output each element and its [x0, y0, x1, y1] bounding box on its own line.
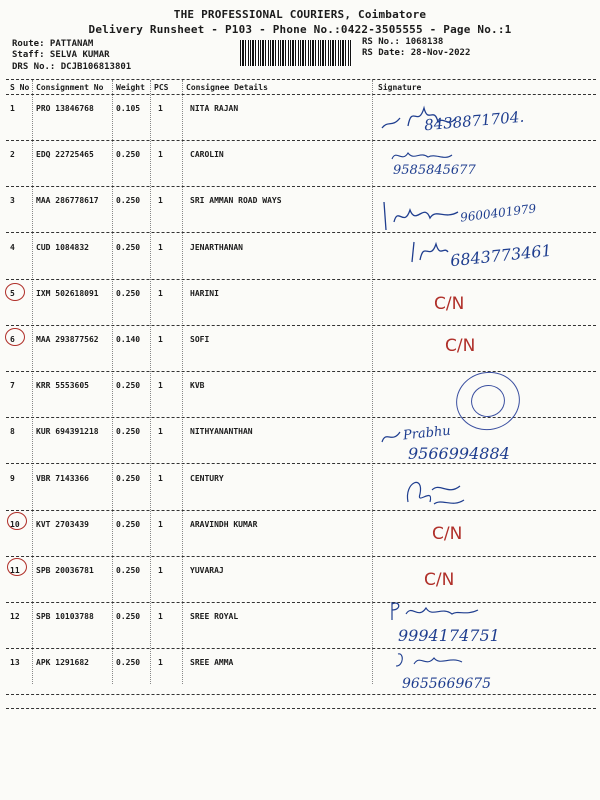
cell-pcs: 1 — [158, 104, 163, 113]
col-header-signature: Signature — [378, 83, 422, 92]
cell-consignment-no: VBR 7143366 — [36, 473, 89, 483]
cell-consignee: JENARTHANAN — [190, 242, 243, 252]
cell-weight: 0.250 — [116, 381, 141, 391]
cell-consignee: SREE ROYAL — [190, 612, 239, 622]
cell-weight: 0.250 — [116, 427, 141, 437]
handwritten-phone: 9994174751 — [398, 626, 500, 645]
cell-consignment-no: KUR 694391218 — [36, 427, 99, 437]
drs-number: DRS No.: DCJB106813801 — [12, 62, 132, 72]
cell-consignment-no: KRR 5553605 — [36, 381, 89, 391]
cell-weight: 0.250 — [116, 519, 141, 529]
cell-sno: 6 — [10, 335, 15, 344]
cell-consignment-no: MAA 286778617 — [36, 196, 99, 206]
col-header-pcs: PCS — [154, 83, 169, 92]
handwritten-phone: 8438871704. — [423, 107, 525, 135]
handwritten-note: C/N — [445, 336, 476, 356]
cell-sno: 7 — [10, 381, 15, 391]
cell-sno: 3 — [10, 196, 15, 206]
row-mark-circle — [7, 512, 27, 530]
cell-pcs: 1 — [158, 335, 163, 344]
cell-pcs: 1 — [158, 519, 163, 529]
column-divider — [32, 80, 33, 684]
cell-weight: 0.250 — [116, 288, 141, 298]
cell-consignee: SRI AMMAN ROAD WAYS — [190, 196, 282, 206]
stamp-inner-ring — [468, 382, 508, 420]
handwritten-phone: 9566994884 — [408, 444, 510, 463]
cell-pcs: 1 — [158, 288, 163, 298]
cell-consignment-no: CUD 1084832 — [36, 242, 89, 252]
col-header-sno: S No — [10, 83, 30, 92]
col-header-weight: Weight — [116, 83, 145, 92]
row-divider — [6, 325, 596, 326]
row-mark-circle — [5, 283, 25, 301]
divider — [6, 94, 596, 95]
row-divider — [6, 232, 596, 233]
col-header-consignment: Consignment No — [36, 83, 104, 92]
cell-pcs: 1 — [158, 473, 163, 483]
cell-weight: 0.250 — [116, 566, 141, 575]
barcode-icon — [240, 40, 352, 66]
row-divider — [6, 371, 596, 372]
cell-consignee: SREE AMMA — [190, 658, 234, 668]
staff-label: Staff: SELVA KUMAR — [12, 50, 110, 60]
bank-stamp — [451, 366, 526, 436]
runsheet-subtitle: Delivery Runsheet - P103 - Phone No.:0422-3505555 - Page No.:1 — [88, 23, 512, 36]
cell-weight: 0.250 — [116, 612, 141, 622]
cell-weight: 0.250 — [116, 473, 141, 483]
cell-consignee: KVB — [190, 381, 205, 391]
signature-scribble — [378, 196, 468, 236]
route-label: Route: PATTANAM — [12, 39, 94, 49]
cell-pcs: 1 — [158, 612, 163, 622]
cell-consignee: HARINI — [190, 288, 219, 298]
cell-consignment-no: PRO 13846768 — [36, 104, 94, 113]
column-divider — [150, 80, 151, 684]
cell-sno: 10 — [10, 519, 20, 529]
cell-consignment-no: SPB 10103788 — [36, 612, 94, 622]
cell-pcs: 1 — [158, 658, 163, 668]
row-divider — [6, 140, 596, 141]
cell-weight: 0.140 — [116, 335, 141, 344]
column-divider — [182, 80, 183, 684]
cell-sno: 12 — [10, 612, 20, 622]
divider — [6, 708, 596, 709]
col-header-consignee: Consignee Details — [186, 83, 268, 92]
row-divider — [6, 602, 596, 603]
handwritten-note: C/N — [434, 294, 465, 314]
handwritten-phone: 9655669675 — [402, 676, 492, 692]
cell-consignee: YUVARAJ — [190, 566, 224, 575]
cell-consignment-no: IXM 502618091 — [36, 288, 99, 298]
column-divider — [372, 80, 373, 684]
company-title: THE PROFESSIONAL COURIERS, Coimbatore — [173, 8, 427, 21]
handwritten-phone: 6843773461 — [449, 240, 553, 271]
row-divider — [6, 694, 596, 695]
cell-weight: 0.250 — [116, 196, 141, 206]
cell-consignee: CENTURY — [190, 473, 224, 483]
cell-pcs: 1 — [158, 242, 163, 252]
signature-scribble — [392, 650, 472, 672]
cell-weight: 0.250 — [116, 658, 141, 668]
cell-consignment-no: EDQ 22725465 — [36, 150, 94, 160]
cell-sno: 4 — [10, 242, 15, 252]
row-divider — [6, 279, 596, 280]
handwritten-note: C/N — [432, 524, 463, 544]
cell-consignee: NITA RAJAN — [190, 104, 239, 113]
row-divider — [6, 556, 596, 557]
signature-scribble — [386, 598, 486, 626]
cell-consignment-no: SPB 20036781 — [36, 566, 94, 575]
cell-consignee: CAROLIN — [190, 150, 224, 160]
row-divider — [6, 648, 596, 649]
cell-weight: 0.105 — [116, 104, 141, 113]
rs-date: RS Date: 28-Nov-2022 — [362, 48, 471, 58]
row-divider — [6, 186, 596, 187]
cell-pcs: 1 — [158, 150, 163, 160]
cell-pcs: 1 — [158, 427, 163, 437]
cell-sno: 11 — [10, 566, 20, 575]
cell-sno: 9 — [10, 473, 15, 483]
column-divider — [112, 80, 113, 684]
cell-sno: 8 — [10, 427, 15, 437]
handwritten-note: C/N — [424, 570, 455, 590]
cell-pcs: 1 — [158, 381, 163, 391]
row-mark-circle — [5, 328, 25, 346]
signature-scribble — [400, 472, 470, 512]
cell-consignee: ARAVINDH KUMAR — [190, 519, 258, 529]
row-divider — [6, 510, 596, 511]
handwritten-phone: 9585845677 — [393, 163, 476, 178]
cell-sno: 2 — [10, 150, 15, 160]
divider — [6, 79, 596, 80]
cell-weight: 0.250 — [116, 150, 141, 160]
handwritten-name: Prabhu — [402, 423, 452, 444]
cell-sno: 13 — [10, 658, 20, 668]
cell-consignment-no: APK 1291682 — [36, 658, 89, 668]
row-mark-circle — [7, 558, 27, 576]
cell-pcs: 1 — [158, 196, 163, 206]
signature-scribble — [408, 232, 452, 268]
cell-pcs: 1 — [158, 566, 163, 575]
cell-weight: 0.250 — [116, 242, 141, 252]
row-divider — [6, 463, 596, 464]
cell-consignee: NITHYANANTHAN — [190, 427, 253, 437]
cell-sno: 1 — [10, 104, 15, 113]
rs-number: RS No.: 1068138 — [362, 37, 444, 47]
cell-consignment-no: MAA 293877562 — [36, 335, 99, 344]
cell-sno: 5 — [10, 288, 15, 298]
cell-consignee: SOFI — [190, 335, 210, 344]
handwritten-phone: 9600401979 — [459, 201, 537, 225]
cell-consignment-no: KVT 2703439 — [36, 519, 89, 529]
